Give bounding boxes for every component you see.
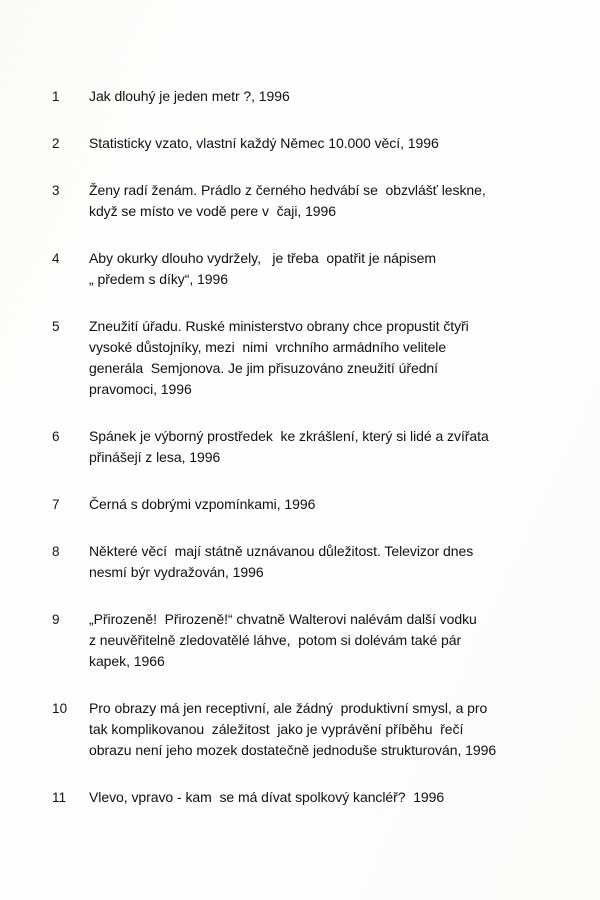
entry-text — [89, 426, 600, 468]
entry-text-line: Spánek je výborný prostředek ke zkrášlení, který si lidé a zvířata — [89, 428, 489, 444]
entry-text-line: kapek, 1966 — [89, 653, 165, 669]
entry-number: 4 — [52, 251, 60, 266]
entry-text — [89, 787, 600, 808]
entry-text-line: generála Semjonova. Je jim přisuzováno zneužití úřední — [89, 360, 439, 376]
entry-text-line: Ženy radí ženám. Prádlo z černého hedvábí se obzvlášť leskne, — [89, 182, 486, 198]
entry-text-line: pravomoci, 1996 — [89, 381, 192, 397]
entry-text-line: Černá s dobrými vzpomínkami, 1996 — [89, 496, 316, 512]
entry-text-line: nesmí býr vydražován, 1996 — [89, 564, 264, 580]
list-item — [0, 426, 600, 468]
list-item — [0, 248, 600, 290]
entry-number: 5 — [52, 319, 60, 334]
entry-text-line: obrazu není jeho mozek dostatečně jednoduše strukturován, 1996 — [89, 742, 497, 758]
entry-text-line: z neuvěřitelně zledovatělé láhve, potom si dolévám také pár — [89, 632, 462, 648]
entry-text-line: tak komplikovanou záležitost jako je vyprávění příběhu řečí — [89, 721, 464, 737]
entry-text-line: Jak dlouhý je jeden metr ?, 1996 — [89, 88, 290, 104]
entry-number: 2 — [52, 136, 60, 151]
entry-text — [89, 541, 600, 583]
entry-text-line: Zneužití úřadu. Ruské ministerstvo obrany chce propustit čtyři — [89, 318, 469, 334]
entry-text — [89, 133, 600, 154]
entry-text-line: vysoké důstojníky, mezi nimi vrchního armádního velitele — [89, 339, 447, 355]
entry-text-line: když se místo ve vodě pere v čaji, 1996 — [89, 203, 337, 219]
entry-text — [89, 609, 600, 672]
entry-text — [89, 86, 600, 107]
entry-text-line: Aby okurky dlouho vydržely, je třeba opatřit je nápisem — [89, 250, 437, 266]
entry-text-line: Některé věcí mají státně uznávanou důležitost. Televizor dnes — [89, 543, 474, 559]
entry-text-line: Statisticky vzato, vlastní každý Němec 10.000 věcí, 1996 — [89, 135, 439, 151]
list-item — [0, 698, 600, 761]
entry-number: 10 — [52, 701, 68, 716]
entry-text — [89, 316, 600, 400]
entry-number: 8 — [52, 544, 60, 559]
entry-number: 11 — [52, 790, 67, 805]
entry-number: 6 — [52, 429, 60, 444]
entry-text-line: Pro obrazy má jen receptivní, ale žádný produktivní smysl, a pro — [89, 700, 488, 716]
list-item — [0, 541, 600, 583]
entry-number: 1 — [52, 89, 60, 104]
list-item — [0, 494, 600, 515]
list-item — [0, 133, 600, 154]
entry-text-line: „ předem s díky“, 1996 — [89, 271, 228, 287]
list-item — [0, 86, 600, 107]
entry-text — [89, 180, 600, 222]
list-item — [0, 316, 600, 400]
entry-number: 3 — [52, 183, 60, 198]
numbered-entry-list — [0, 86, 600, 834]
entry-text-line: přinášejí z lesa, 1996 — [89, 449, 221, 465]
entry-text — [89, 698, 600, 761]
list-item — [0, 787, 600, 808]
list-item — [0, 180, 600, 222]
entry-text — [89, 494, 600, 515]
list-item — [0, 609, 600, 672]
entry-number: 9 — [52, 612, 60, 627]
entry-text-line: „Přirozeně! Přirozeně!“ chvatně Walterovi nalévám další vodku — [89, 611, 477, 627]
entry-text — [89, 248, 600, 290]
entry-number: 7 — [52, 497, 60, 512]
entry-text-line: Vlevo, vpravo - kam se má dívat spolkový kancléř? 1996 — [89, 789, 445, 805]
